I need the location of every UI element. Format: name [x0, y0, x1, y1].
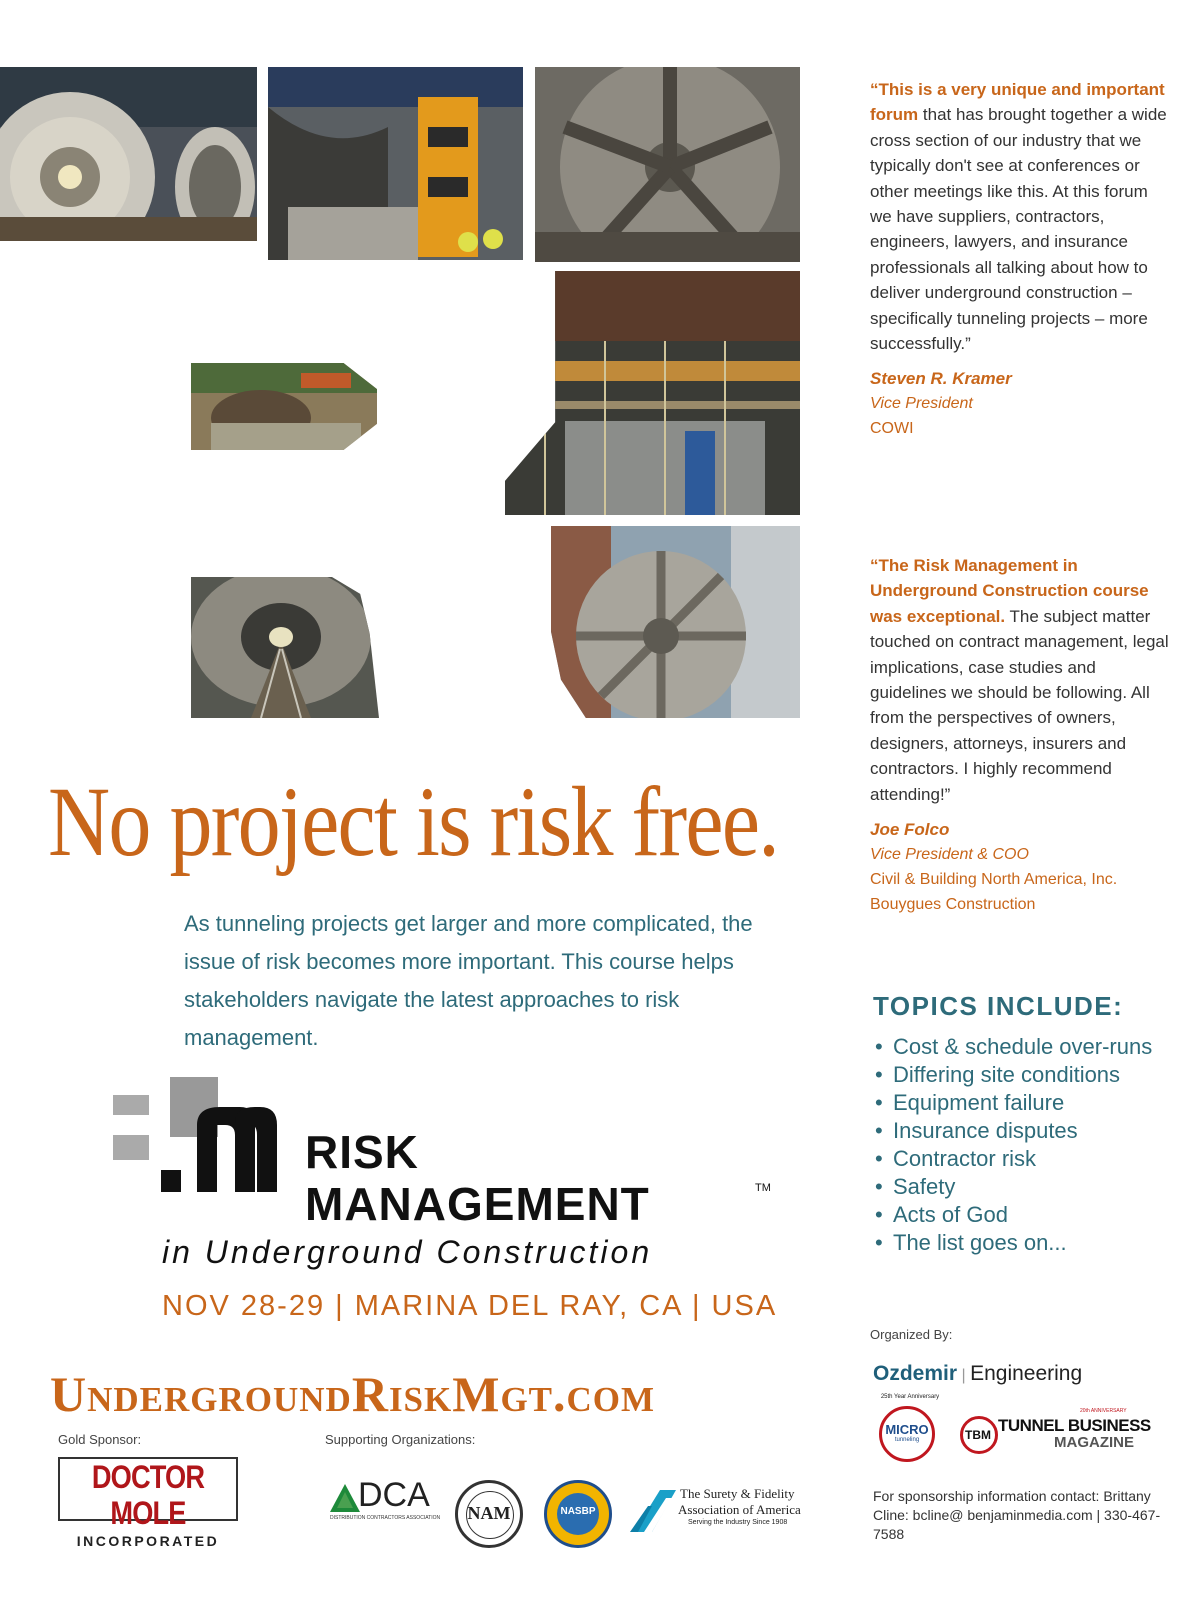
tbm-magazine-logo[interactable] — [960, 1408, 1151, 1460]
quote-author-title: Vice President — [870, 395, 973, 413]
dca-text: DCA — [358, 1476, 430, 1514]
list-item — [873, 1203, 1173, 1227]
photo-rail-tunnel — [191, 577, 379, 718]
photo-tunnel-segments — [0, 67, 257, 241]
gold-sponsor-label: Gold Sponsor: — [58, 1432, 142, 1447]
bullet-icon: • — [875, 1230, 883, 1255]
event-website-link[interactable]: UndergroundRiskMgt.com — [50, 1366, 656, 1422]
quote-author-company: Civil & Building North America, Inc. — [870, 871, 1118, 889]
sfaa-line2: Association of America — [678, 1502, 801, 1517]
event-dates: NOV 28-29 | MARINA DEL RAY, CA | USA — [162, 1290, 778, 1322]
topic-label: Cost & schedule over-runs — [893, 1034, 1153, 1059]
bullet-icon: • — [875, 1090, 883, 1115]
quote-text: that has brought together a wide cross section of our industry that we typically don't see at conferences or other meetings like this. At this forum we have suppliers, contractors, engineers, lawyers, and insurance professionals all talking about how to deliver underground construction – specifically tunneling projects – more successfully.” — [870, 105, 1167, 354]
microtunneling-sub: tunneling — [894, 1437, 920, 1443]
testimonial-kramer — [870, 77, 1170, 441]
list-item — [873, 1147, 1173, 1171]
list-item — [873, 1035, 1173, 1059]
topic-label: Differing site conditions — [893, 1062, 1121, 1087]
quote-author-name: Joe Folco — [870, 820, 950, 840]
quote-author-parent-company: Bouygues Construction — [870, 896, 1036, 914]
supporting-orgs-label: Supporting Organizations: — [325, 1432, 476, 1447]
organized-by-label: Organized By: — [870, 1327, 953, 1342]
dca-subtext: DISTRIBUTION CONTRACTORS ASSOCIATION — [330, 1515, 441, 1521]
doctor-mole-sub: INCORPORATED — [76, 1533, 220, 1549]
bullet-icon: • — [875, 1118, 883, 1143]
sfaa-line1: The Surety & Fidelity — [680, 1486, 795, 1501]
quote-author-company: COWI — [870, 420, 914, 438]
list-item — [873, 1091, 1173, 1115]
nam-text: NAM — [467, 1503, 511, 1523]
quote-author-title: Vice President & COO — [870, 846, 1029, 864]
nasbp-logo[interactable] — [544, 1480, 612, 1548]
list-item — [873, 1063, 1173, 1087]
sponsorship-contact: For sponsorship information contact: Brittany Cline: bcline@ benjaminmedia.com | 330-467-7588 — [873, 1488, 1161, 1542]
topic-label: Contractor risk — [893, 1146, 1037, 1171]
trademark-mark: TM — [755, 1182, 771, 1194]
quote-highlight: “The Risk Management in Underground Construction course was exceptional. — [870, 556, 1149, 626]
topic-label: Equipment failure — [893, 1090, 1065, 1115]
dca-logo[interactable] — [330, 1476, 442, 1524]
nasbp-text: NASBP — [560, 1506, 596, 1517]
ozdemir-divider: | — [957, 1367, 971, 1384]
ozdemir-rest: Engineering — [970, 1362, 1083, 1385]
bullet-icon: • — [875, 1202, 883, 1227]
logo-word-risk: RISK — [305, 1126, 419, 1178]
topic-label: Safety — [893, 1174, 956, 1199]
bullet-icon: • — [875, 1062, 883, 1087]
quote-highlight: “This is a very unique and important forum — [870, 80, 1165, 125]
doctor-mole-logo[interactable] — [58, 1457, 238, 1549]
topic-label: The list goes on... — [893, 1230, 1067, 1255]
photo-crane-lift — [268, 67, 523, 260]
microtunneling-arc-text: 25th Year Anniversary — [880, 1394, 940, 1400]
photo-city-tbm — [551, 526, 800, 718]
tbm-badge-icon — [960, 1416, 998, 1454]
tbm-line1: TUNNEL BUSINESS — [998, 1416, 1151, 1435]
doctor-mole-name: DOCTOR MOLE — [91, 1459, 205, 1531]
photo-station-interior — [505, 271, 800, 515]
microtunneling-logo[interactable] — [875, 1394, 943, 1464]
topics-list — [873, 1035, 1173, 1259]
bullet-icon: • — [875, 1146, 883, 1171]
ozdemir-bold: Ozdemir — [873, 1362, 958, 1385]
list-item — [873, 1231, 1173, 1255]
tbm-anniversary: 20th ANNIVERSARY — [1080, 1408, 1127, 1414]
rm-logo-mark — [85, 1075, 285, 1200]
headline: No project is risk free. — [48, 766, 779, 877]
photo-tbm-cutterhead — [535, 67, 800, 262]
quote-author-name: Steven R. Kramer — [870, 369, 1012, 389]
sfaa-line3: Serving the Industry Since 1908 — [688, 1519, 788, 1526]
bullet-icon: • — [875, 1174, 883, 1199]
logo-word-management: MANAGEMENT — [305, 1178, 650, 1230]
microtunneling-text: MICRO — [885, 1422, 929, 1437]
list-item — [873, 1119, 1173, 1143]
nam-logo[interactable] — [455, 1480, 523, 1548]
list-item — [873, 1175, 1173, 1199]
tbm-line2: MAGAZINE — [1054, 1434, 1134, 1451]
topics-title: TOPICS INCLUDE: — [873, 991, 1124, 1021]
topic-label: Acts of God — [893, 1202, 1008, 1227]
tbm-badge-text: TBM — [965, 1428, 991, 1442]
topic-label: Insurance disputes — [893, 1118, 1078, 1143]
sfaa-wing-icon — [630, 1486, 678, 1534]
photo-excavation-site — [191, 363, 377, 450]
logo-subtitle: in Underground Construction — [162, 1234, 653, 1270]
dca-triangle-icon — [330, 1484, 360, 1512]
testimonial-folco — [870, 553, 1170, 917]
bullet-icon: • — [875, 1034, 883, 1059]
intro-text: As tunneling projects get larger and more complicated, the issue of risk becomes more important. This course helps stakeholders navigate the latest approaches to risk management. — [184, 911, 753, 1050]
quote-text: The subject matter touched on contract management, legal implications, case studies and guidelines we should be following. All from the perspectives of owners, designers, attorneys, insurers and contractors. I highly recommend attending!” — [870, 606, 1169, 804]
ozdemir-engineering-logo[interactable] — [873, 1362, 1082, 1386]
sfaa-logo[interactable] — [630, 1486, 820, 1538]
